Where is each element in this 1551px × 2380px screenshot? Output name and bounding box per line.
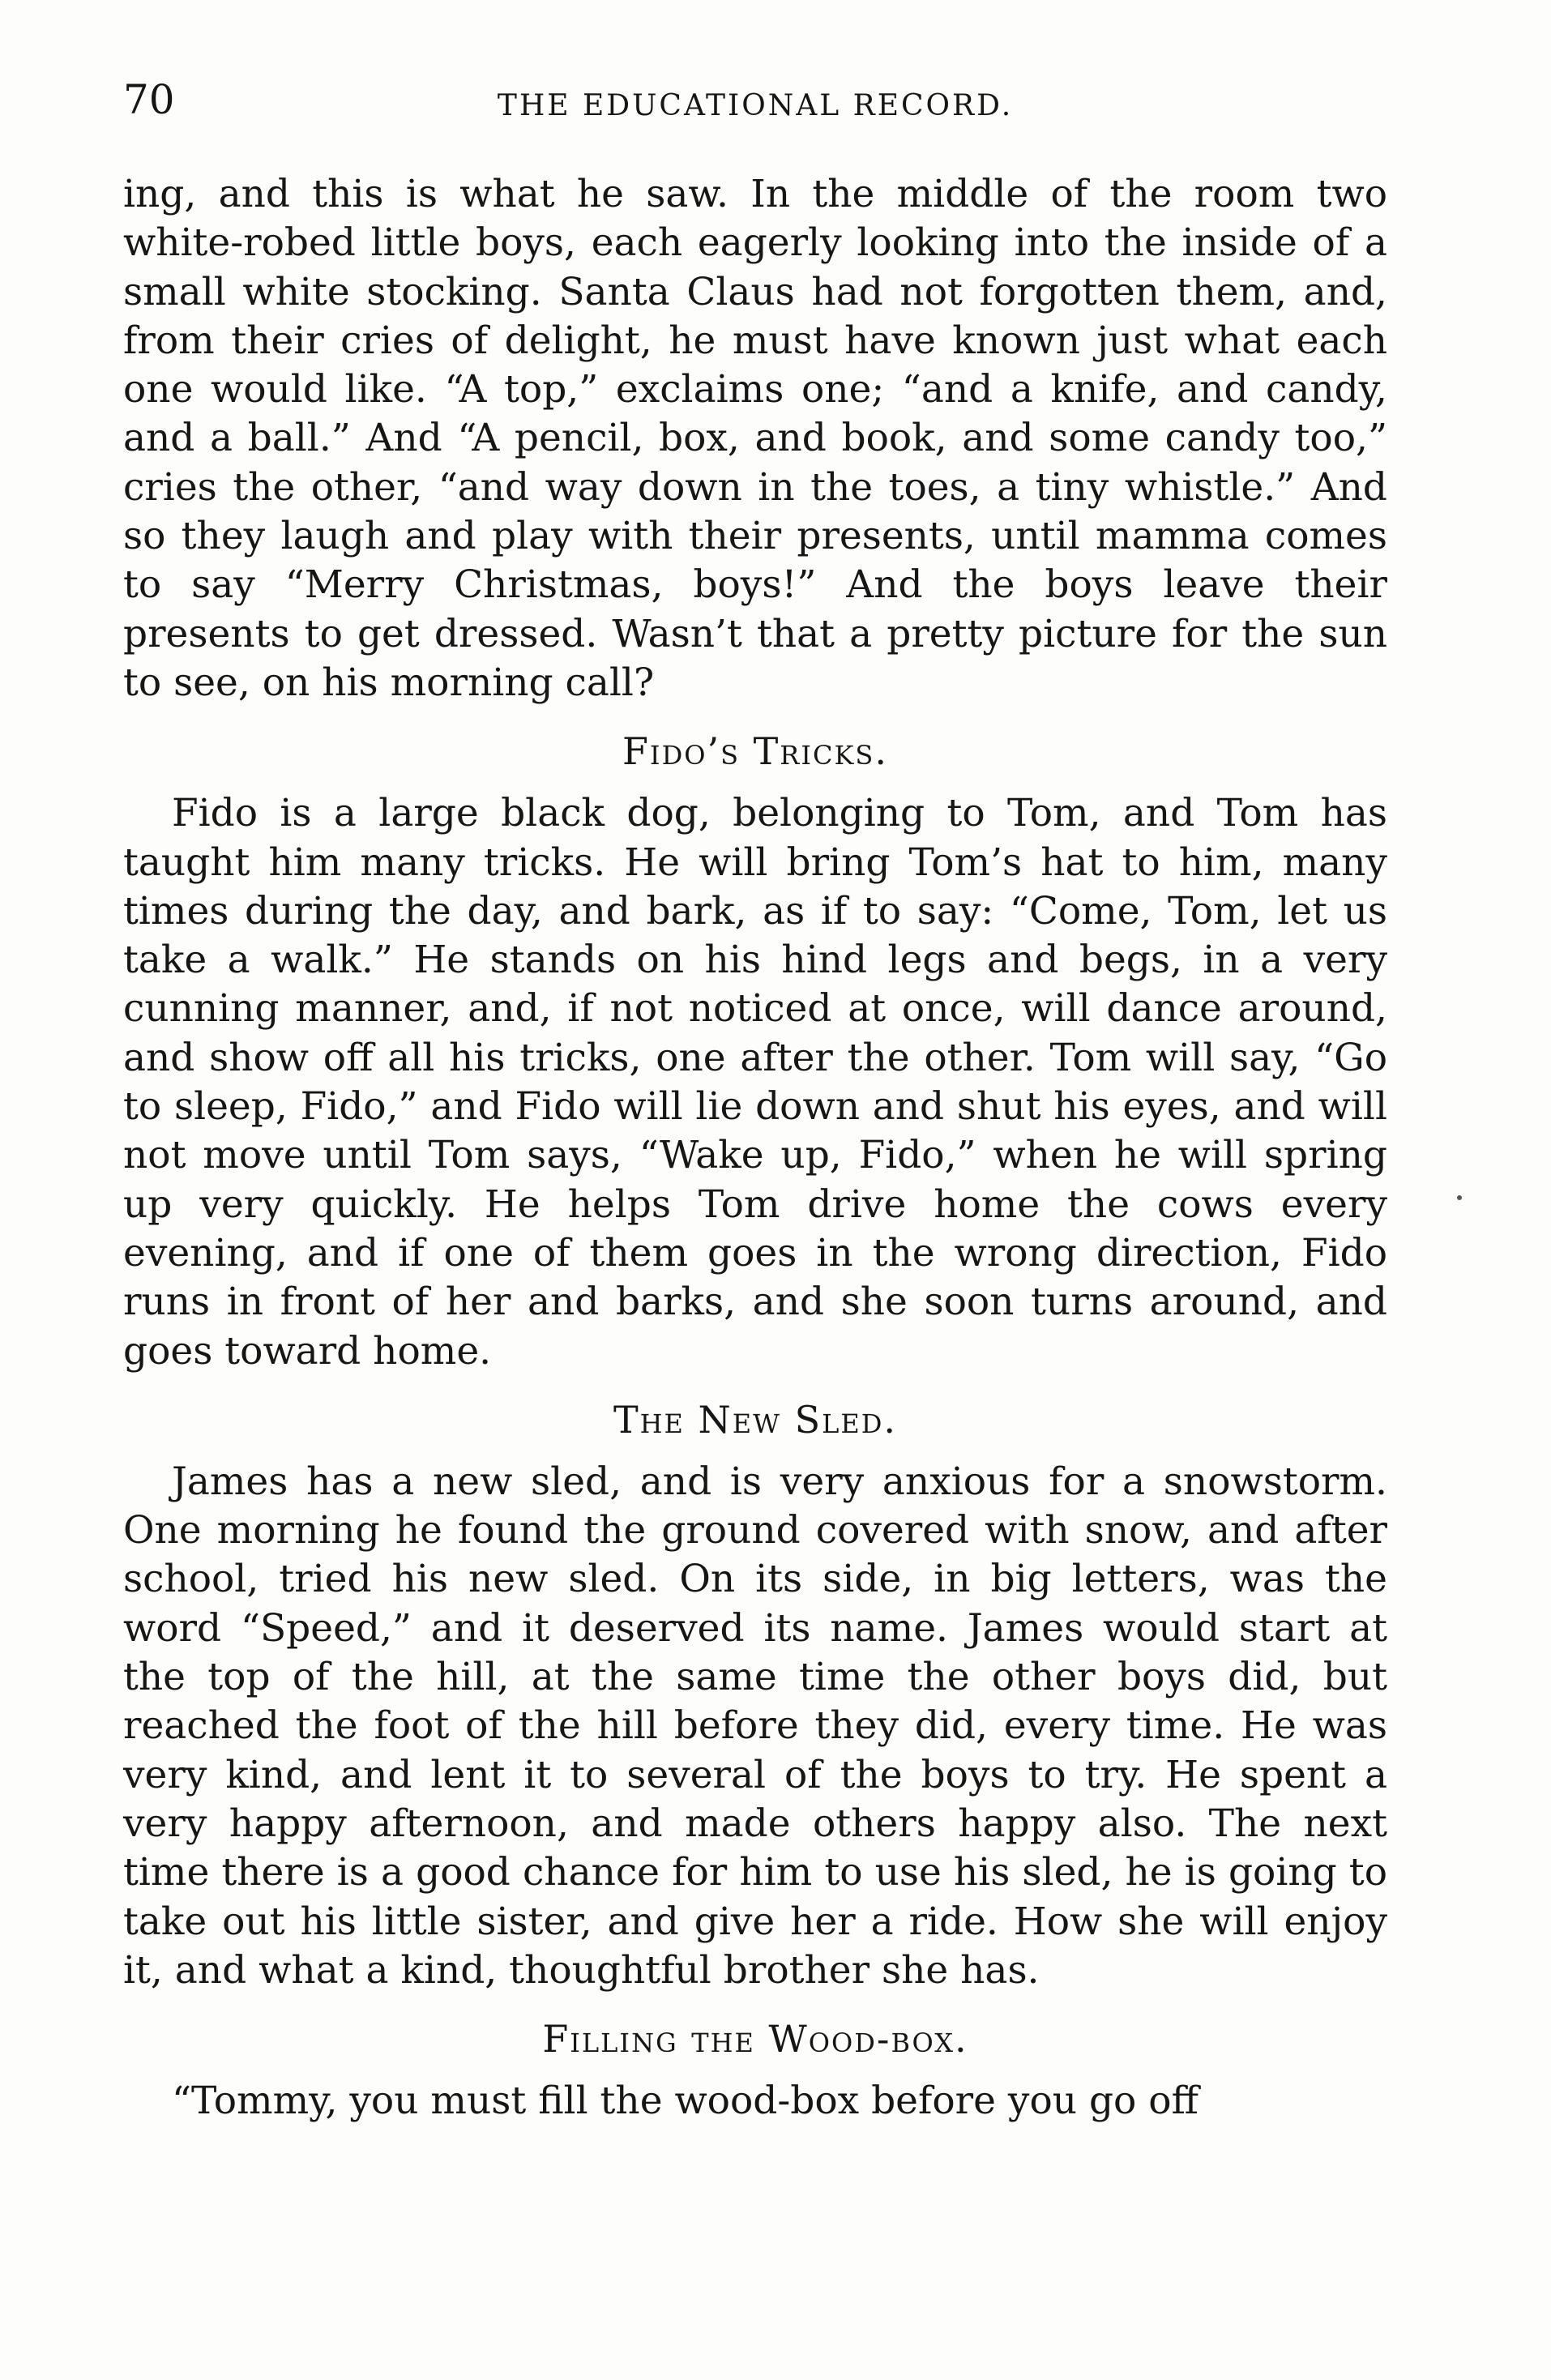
- body-text: [123, 170, 1387, 2126]
- paragraph-continuation: ing, and this is what he saw. In the middle of the room two white-robed little boys, each eagerly looking into the inside of a small white stocking. Santa Claus had not forgotten them, and, from their cries of delight, he must have known just what each one would like. “A top,” exclaims one; “and a knife, and candy, and a ball.” And “A pencil, box, and book, and some candy too,” cries the other, “and way down in the toes, a tiny whistle.” And so they laugh and play with their presents, until mamma comes to say “Merry Christmas, boys!” And the boys leave their presents to get dressed. Wasn’t that a pretty picture for the sun to see, on his morning call?: [123, 172, 1387, 705]
- running-title: THE EDUCATIONAL RECORD.: [497, 89, 1014, 122]
- page-header: [123, 71, 1387, 128]
- print-speck: [1457, 1195, 1462, 1200]
- paragraph-new-sled: James has a new sled, and is very anxious for a snowstorm. One morning he found the ground covered with snow, and after school, tried his new sled. On its side, in big letters, was the word “Speed,” and it deserved its name. James would start at the top of the hill, at the same time the other boys did, but reached the foot of the hill before they did, every time. He was very kind, and lent it to several of the boys to try. He spent a very happy afternoon, and made others happy also. The next time there is a good chance for him to use his sled, he is going to take out his little sister, and give her a ride. How she will enjoy it, and what a kind, thoughtful brother she has.: [123, 1459, 1387, 1993]
- page-number: 70: [123, 76, 175, 123]
- section-heading-filling-wood-box: Filling the Wood-box.: [542, 2017, 968, 2062]
- section-heading-new-sled: The New Sled.: [613, 1397, 898, 1442]
- paragraph-filling-wood-box: “Tommy, you must fill the wood-box before you go off: [172, 2079, 1198, 2124]
- section-heading-fidos-tricks: Fido’s Tricks.: [622, 729, 888, 774]
- paragraph-fidos-tricks: Fido is a large black dog, belonging to Tom, and Tom has taught him many tricks. He will bring Tom’s hat to him, many times during the day, and bark, as if to say: “Come, Tom, let us take a walk.” He stands on his hind legs and begs, in a very cunning manner, and, if not noticed at once, will dance around, and show off all his tricks, one after the other. Tom will say, “Go to sleep, Fido,” and Fido will lie down and shut his eyes, and will not move until Tom says, “Wake up, Fido,” when he will spring up very quickly. He helps Tom drive home the cows every evening, and if one of them goes in the wrong direction, Fido runs in front of her and barks, and she soon turns around, and goes toward home.: [123, 791, 1387, 1374]
